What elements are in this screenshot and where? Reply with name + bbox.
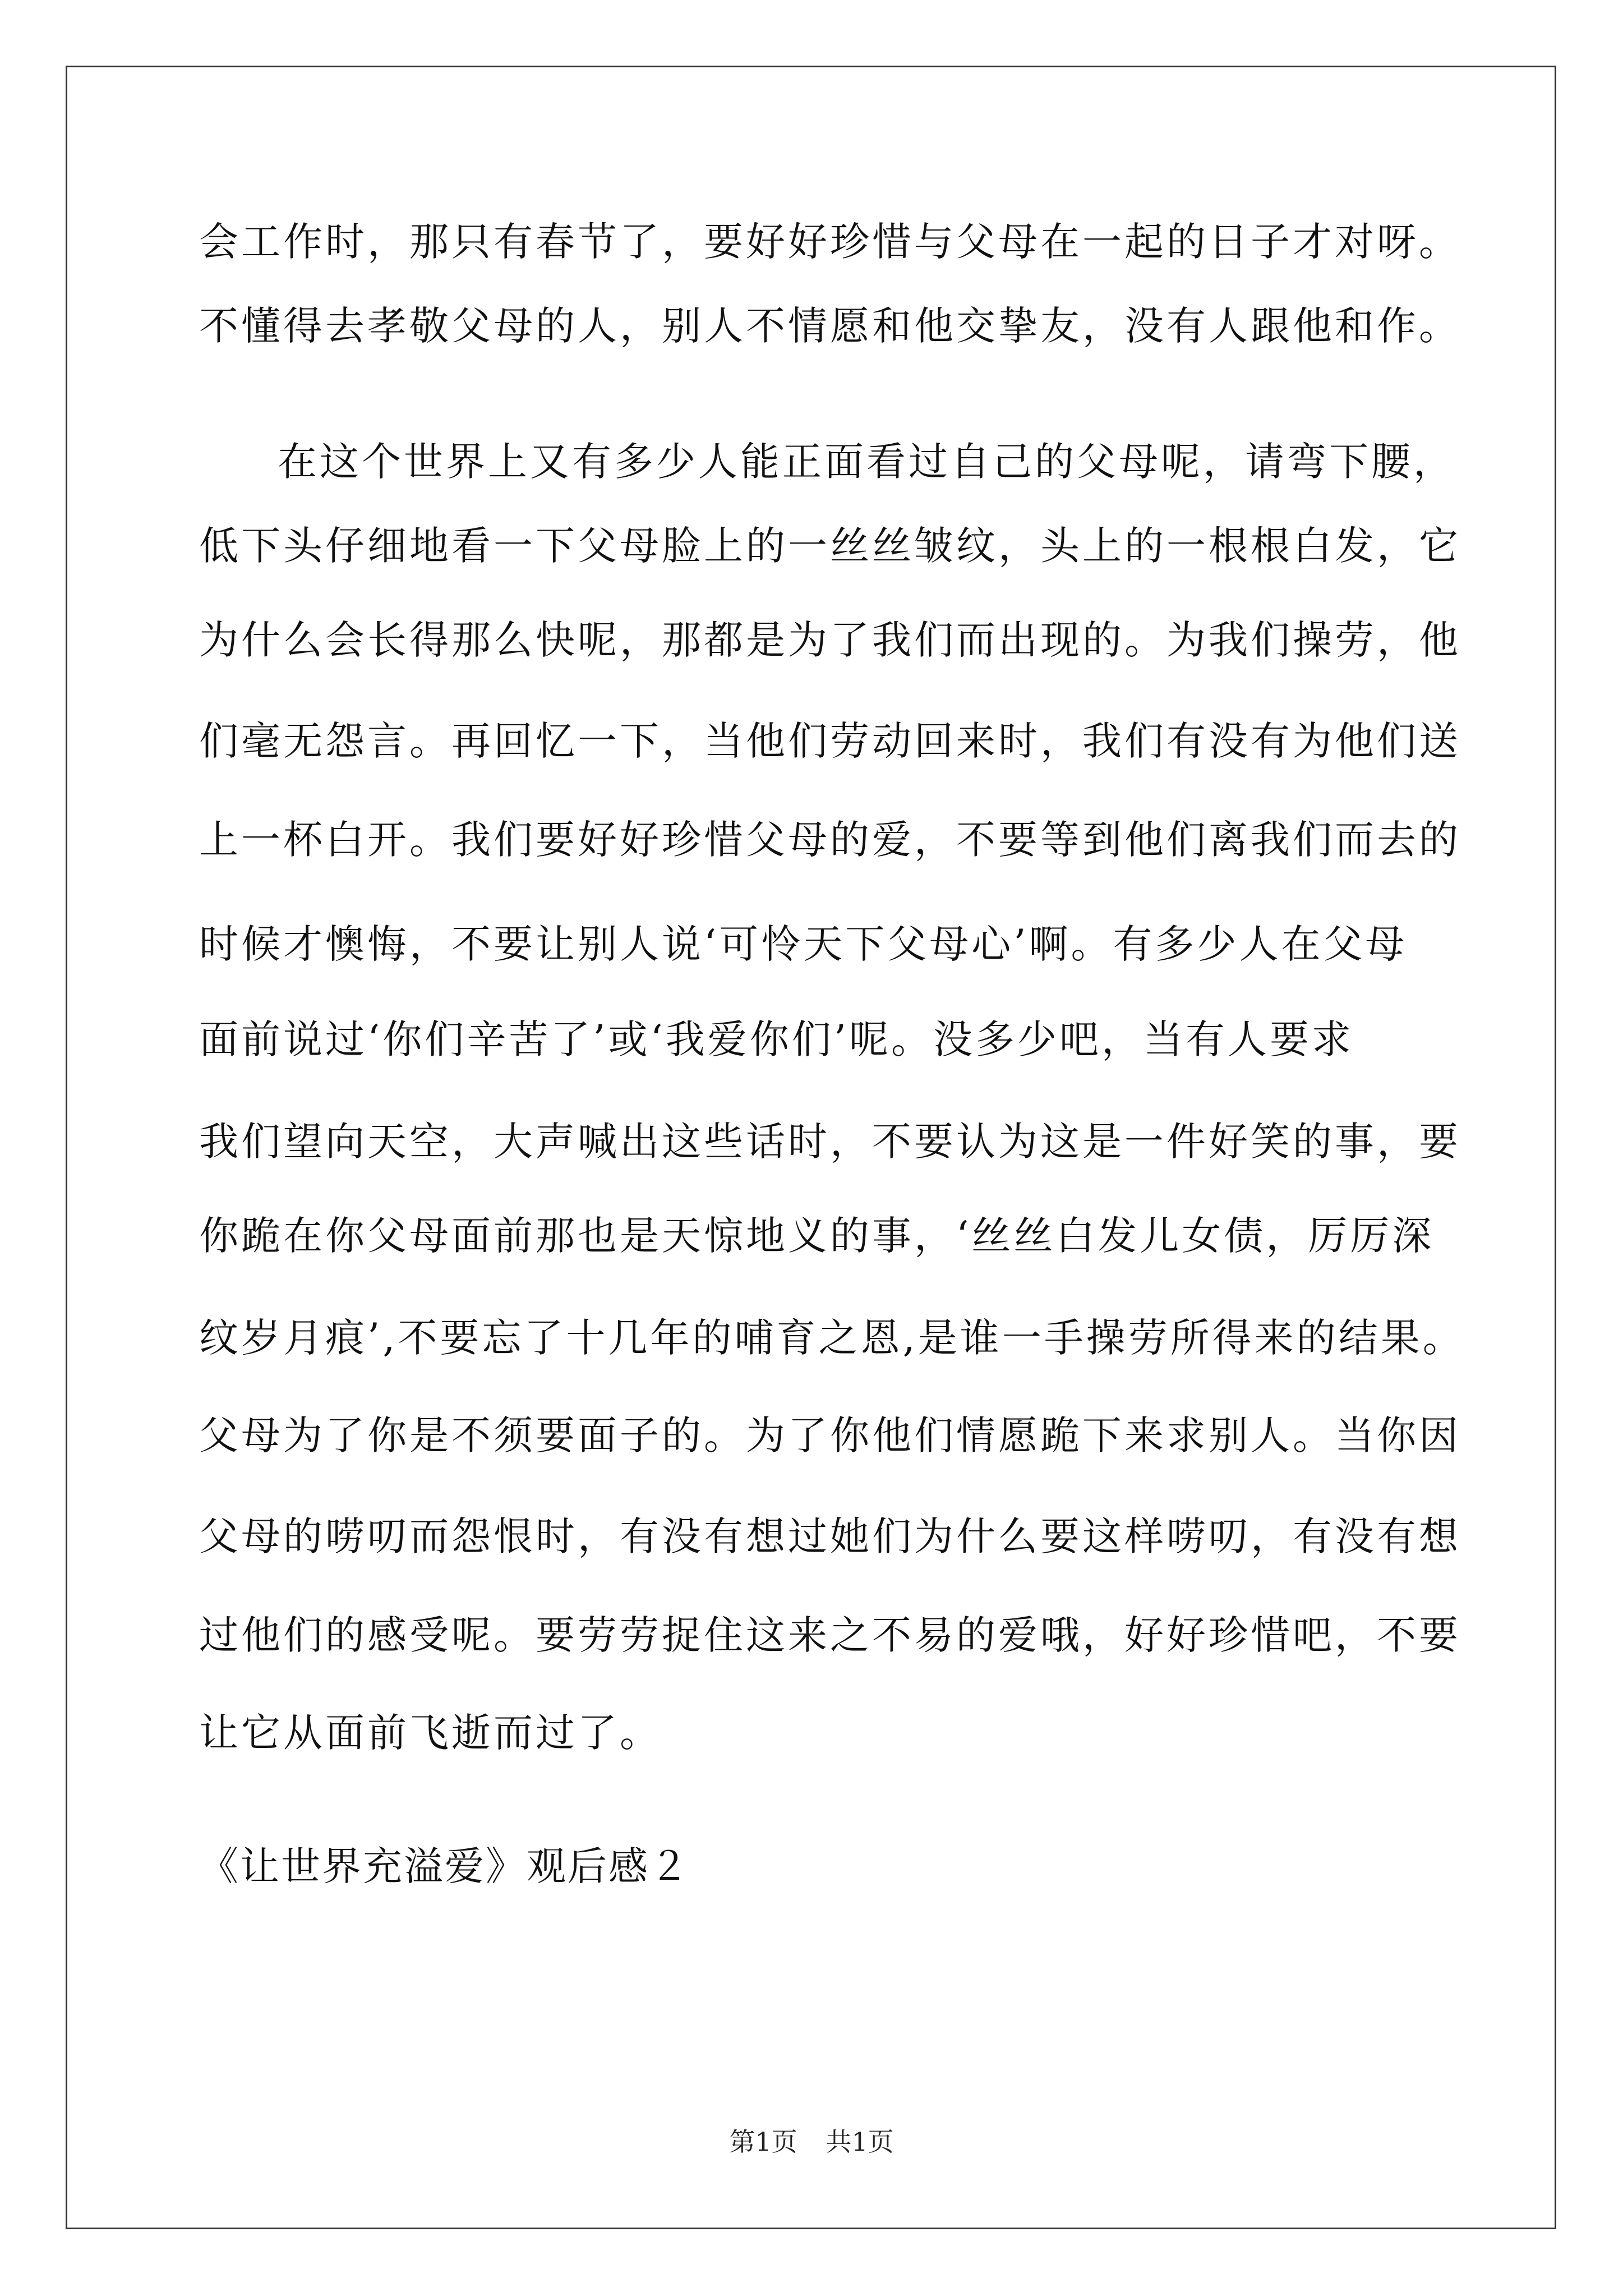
section-heading: 《让世界充溢爱》观后感２: [199, 1843, 690, 1889]
body-line: 你跪在你父母面前那也是天惊地义的事，‘丝丝白发儿女债，厉厉深: [199, 1213, 1435, 1259]
page-total: 共1页: [826, 2127, 894, 2157]
body-line: 面前说过‘你们辛苦了’或‘我爱你们’呢。没多少吧，当有人要求: [199, 1016, 1354, 1062]
body-line: 低下头仔细地看一下父母脸上的一丝丝皱纹，头上的一根根白发，它: [199, 523, 1461, 569]
body-line: 们毫无怨言。再回忆一下，当他们劳动回来时，我们有没有为他们送: [199, 718, 1461, 764]
body-line: 父母为了你是不须要面子的。为了你他们情愿跪下来求别人。当你因: [199, 1412, 1461, 1458]
body-line: 为什么会长得那么快呢，那都是为了我们而出现的。为我们操劳，他: [199, 617, 1461, 663]
body-line: 纹岁月痕’,不要忘了十几年的哺育之恩,是谁一手操劳所得来的结果。: [199, 1315, 1465, 1361]
body-line: 时候才懊悔，不要让别人说‘可怜天下父母心’啊。有多少人在父母: [199, 921, 1408, 967]
paragraph-first-line: 在这个世界上又有多少人能正面看过自己的父母呢，请弯下腰，: [278, 439, 1455, 485]
body-line: 让它从面前飞逝而过了。: [199, 1710, 662, 1756]
page-number: 第1页: [729, 2127, 797, 2157]
page-footer: [0, 2125, 1623, 2159]
body-line: 上一杯白开。我们要好好珍惜父母的爱，不要等到他们离我们而去的: [199, 817, 1461, 863]
body-line: 过他们的感受呢。要劳劳捉住这来之不易的爱哦，好好珍惜吧，不要: [199, 1612, 1461, 1658]
body-line: 父母的唠叨而怨恨时，有没有想过她们为什么要这样唠叨，有没有想: [199, 1513, 1461, 1559]
body-line: 会工作时，那只有春节了，要好好珍惜与父母在一起的日子才对呀。: [199, 219, 1461, 265]
body-line: 我们望向天空，大声喊出这些话时，不要认为这是一件好笑的事，要: [199, 1119, 1461, 1165]
body-line: 不懂得去孝敬父母的人，别人不情愿和他交挚友，没有人跟他和作。: [199, 303, 1461, 349]
